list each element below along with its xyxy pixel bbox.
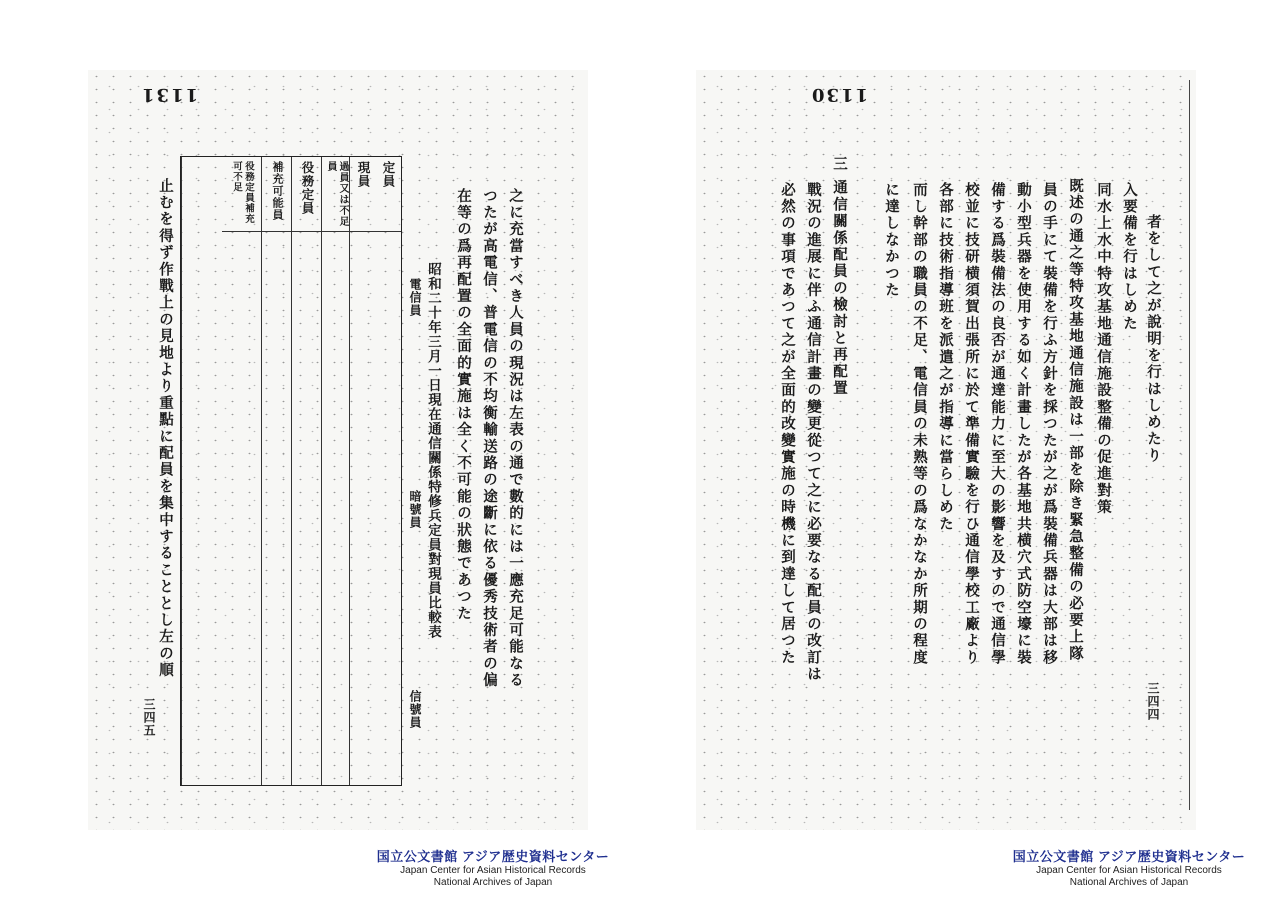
- right-body-line-10: 而し幹部の職員の不足、電信員の未熟等の爲なかなか所期の程度: [911, 182, 928, 667]
- right-body-line-6: 動小型兵器を使用する如く計畫したが各基地共横穴式防空壕に裝: [1015, 182, 1032, 667]
- left-page-mark: 三四五: [142, 698, 156, 737]
- left-body-line-3: 在等の爲再配置の全面的實施は全く不可能の狀態であつた: [455, 188, 472, 623]
- right-body-line-14: 必然の事項であつて之が全面的改變實施の時機に到達して居つた: [779, 182, 796, 667]
- archive-logo-line-2: National Archives of Japan: [1069, 877, 1189, 888]
- table-header-2: 現員: [350, 157, 376, 232]
- table-header-4: 役務定員: [292, 157, 322, 232]
- table-caption: 昭和二十年三月一日現在通信關係特修兵定員對現員比較表: [425, 262, 441, 639]
- table-group-signal: 信號員: [408, 690, 422, 729]
- right-body-line-5: 員の手にて裝備を行ふ方針を採つたが之が爲裝備兵器は大部は移: [1041, 182, 1058, 667]
- table-col-3: [321, 157, 350, 785]
- table-col-1: [375, 157, 401, 785]
- table-group-cipher: 暗號員: [408, 490, 422, 529]
- table-header-5: 補充可能員: [262, 157, 292, 232]
- table-col-2: [349, 157, 376, 785]
- archive-logo-left: [348, 846, 638, 889]
- right-body-line-8: 校並に技研横須賀出張所に於て準備實驗を行ひ通信學校工廠より: [963, 182, 980, 667]
- right-section-heading: 同水上水中特攻基地通信施設整備の促進對策: [1095, 182, 1112, 516]
- archive-logo-line-1: Japan Center for Asian Historical Records: [400, 865, 586, 876]
- left-document-page: [88, 70, 588, 830]
- table-col-4: [291, 157, 322, 785]
- right-page-number: 1130: [810, 84, 869, 105]
- right-body-line-13: 戰況の進展に伴ふ通信計畫の變更從つて之に必要なる配員の改訂は: [805, 182, 822, 683]
- table-header-1: 定員: [375, 157, 401, 232]
- right-body-line-4: 既述の通之等特攻基地通信施設は一部を除き緊急整備の必要上隊: [1067, 178, 1084, 663]
- right-body-line-1: 者をして之が說明を行はしめたり: [1145, 214, 1162, 465]
- right-body-line-11: に達しなかつた: [883, 182, 900, 299]
- archive-logo-line-2: National Archives of Japan: [433, 877, 553, 888]
- left-body-line-2: つたが高電信、普電信の不均衡輸送路の途斷に依る優秀技術者の偏: [481, 188, 498, 689]
- archive-logo-title: 国立公文書館 アジア歴史資料センター: [1012, 849, 1246, 864]
- table-header-6: 役務定員補充可不足: [222, 157, 262, 232]
- staff-comparison-table: [180, 156, 402, 786]
- right-body-line-2: 入要備を行はしめた: [1121, 182, 1138, 333]
- left-body-line-1: 之に充當すべき人員の現況は左表の通で數的には一應充足可能なる: [507, 188, 524, 689]
- left-body-line-5: 止むを得ず作戰上の見地より重點に配員を集中することとし左の順: [157, 178, 174, 679]
- table-group-telegraph: 電信員: [408, 278, 422, 317]
- archive-logo-right: [984, 846, 1274, 889]
- archive-logo-title: 国立公文書館 アジア歴史資料センター: [376, 849, 610, 864]
- right-document-page: [696, 70, 1196, 830]
- table-col-5: [261, 157, 292, 785]
- left-page-number: 1131: [140, 84, 199, 105]
- archive-logo-line-1: Japan Center for Asian Historical Records: [1036, 865, 1222, 876]
- right-section-heading-3: 三 通信關係配員の檢討と再配置: [831, 156, 848, 398]
- table-col-6: [181, 157, 262, 785]
- right-page-mark: 三四四: [1146, 682, 1160, 721]
- right-body-line-7: 備する爲裝備法の良否が通達能力に至大の影響を及すので通信學: [989, 182, 1006, 667]
- right-body-line-9: 各部に技術指導班を派遣之が指導に當らしめた: [937, 182, 954, 533]
- page-edge-rule: [1189, 80, 1191, 810]
- table-header-3: 過員又は不足員: [322, 157, 350, 232]
